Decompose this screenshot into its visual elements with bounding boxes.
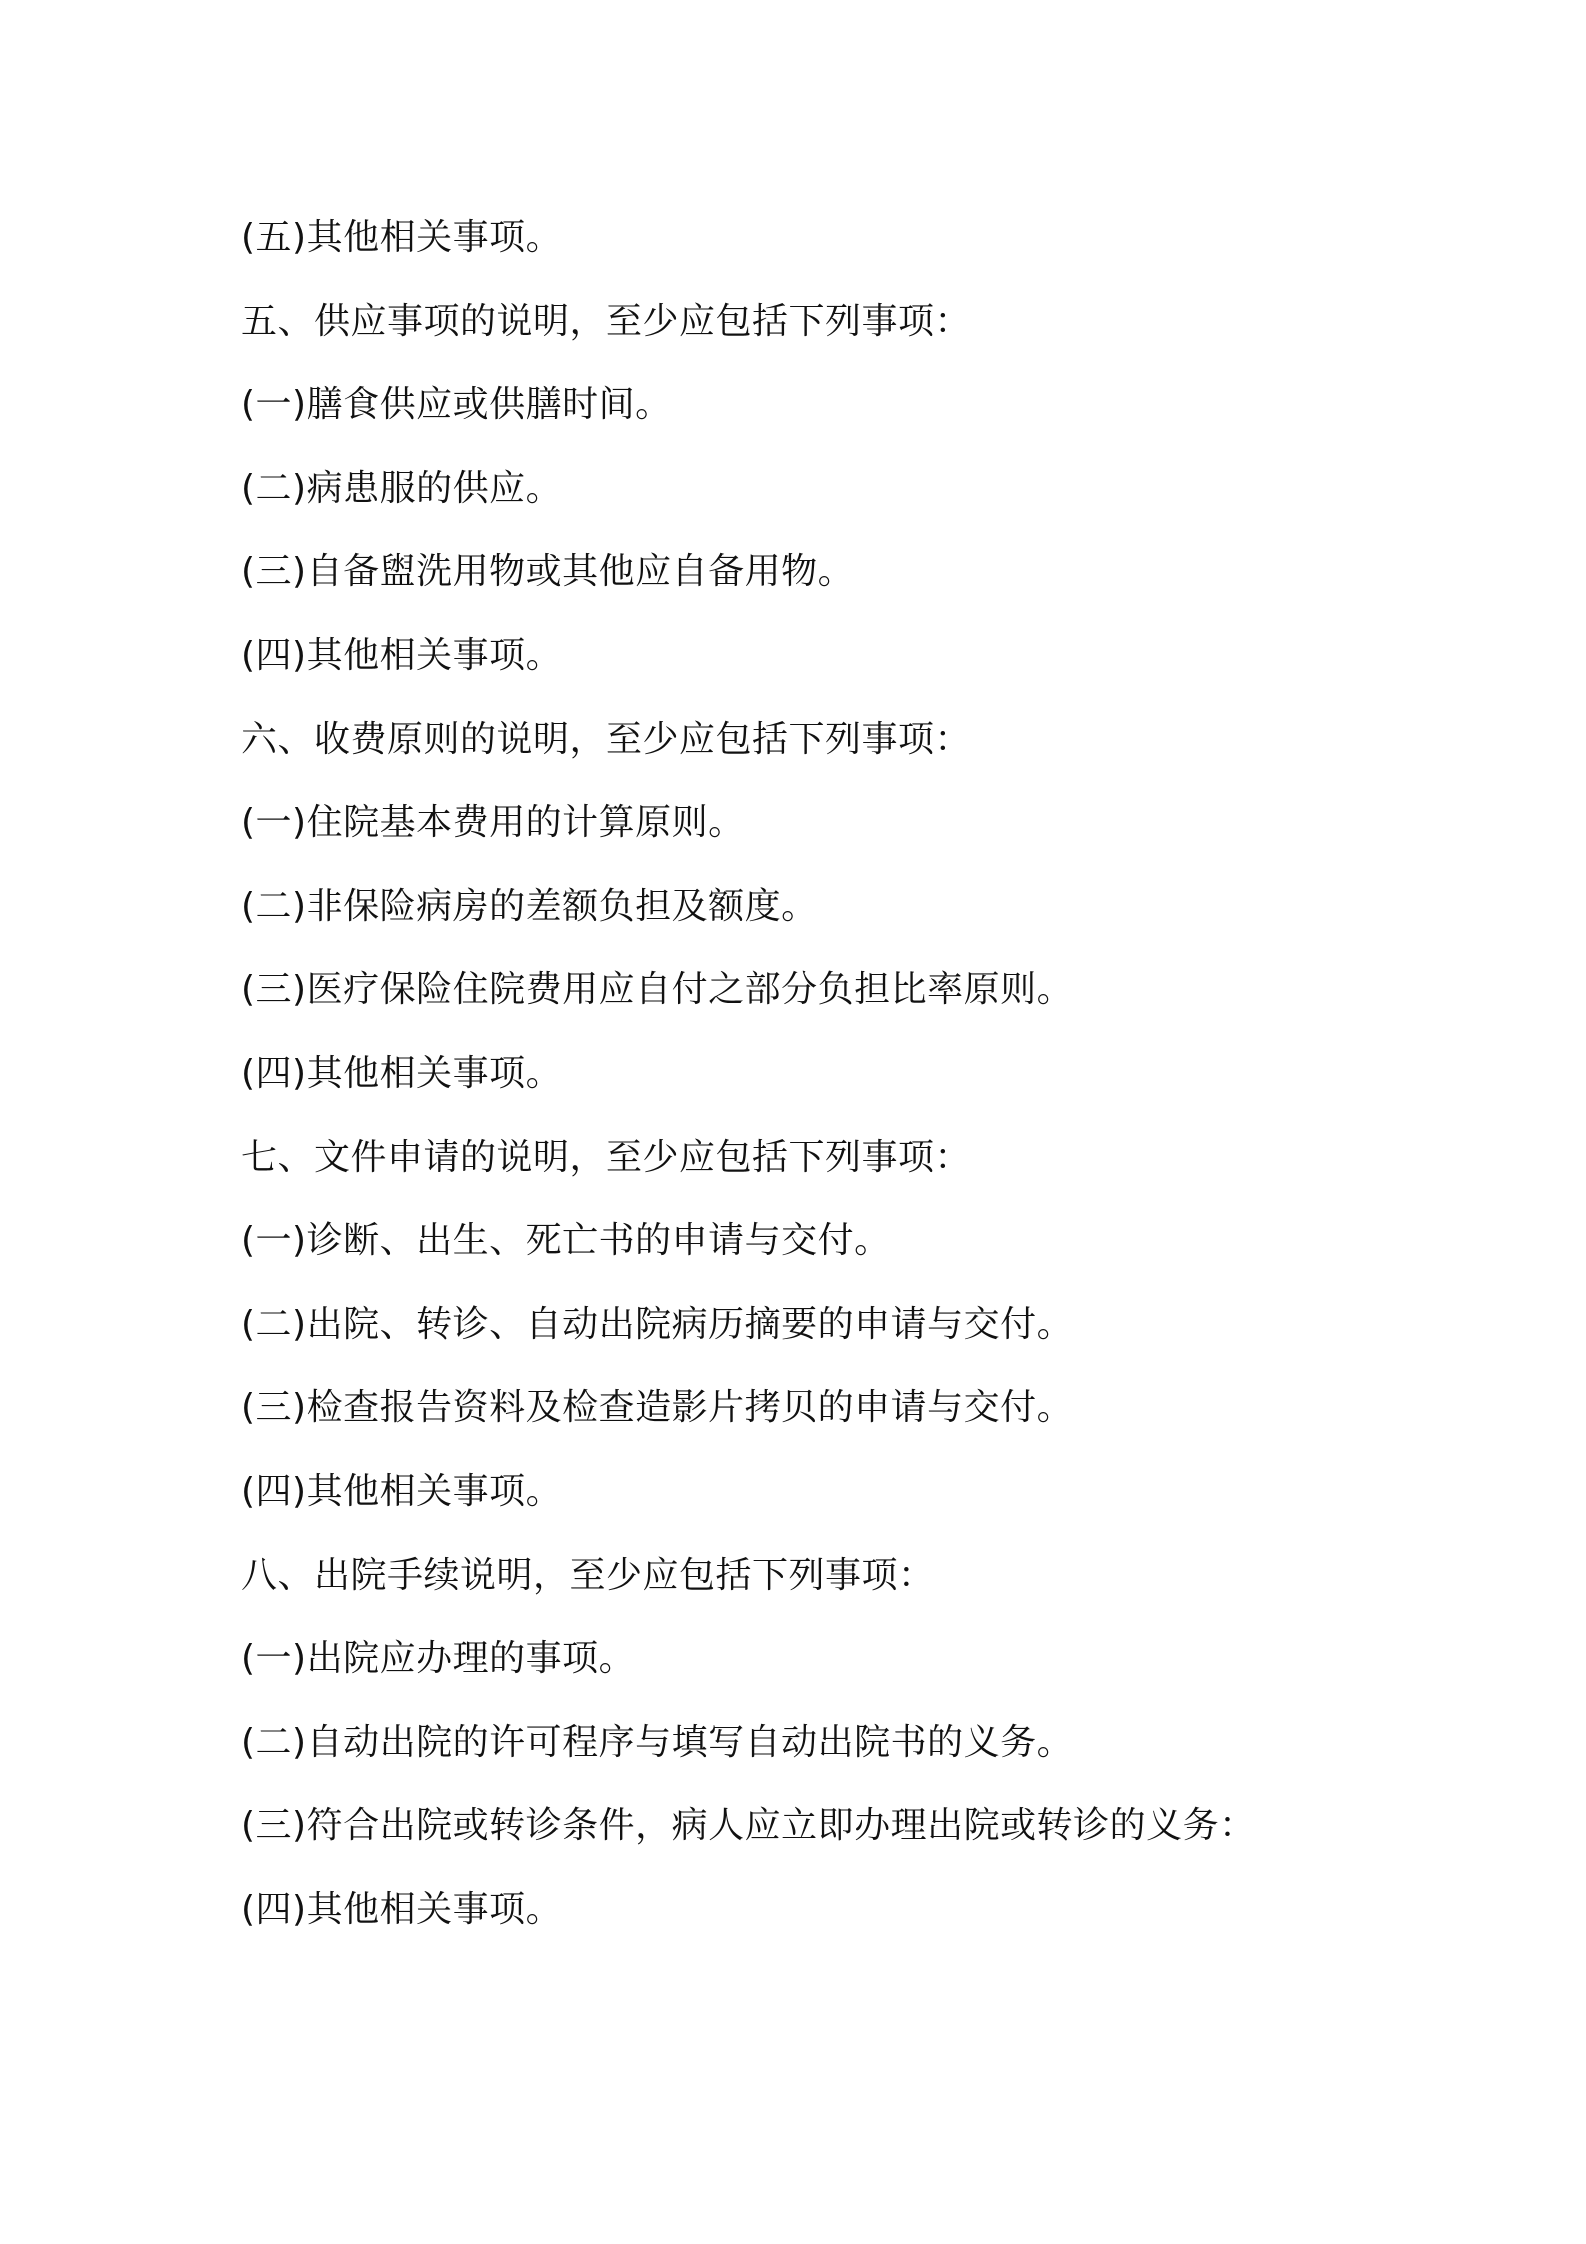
section-heading-discharge: 八、出院手续说明，至少应包括下列事项： (241, 1554, 935, 1596)
list-item-patient-clothing: (二)病患服的供应。 (241, 467, 563, 509)
list-item-copay-ratio: (三)医疗保险住院费用应自付之部分负担比率原则。 (241, 969, 1074, 1011)
list-item-other-documents: (四)其他相关事项。 (241, 1470, 563, 1512)
list-item-toiletries: (三)自备盥洗用物或其他应自备用物。 (241, 551, 855, 593)
list-item-5-other: (五)其他相关事项。 (241, 217, 563, 258)
section-heading-documents: 七、文件申请的说明，至少应包括下列事项： (241, 1136, 972, 1178)
list-item-discharge-matters: (一)出院应办理的事项。 (241, 1638, 636, 1680)
list-item-certificates: (一)诊断、出生、死亡书的申请与交付。 (241, 1220, 891, 1262)
list-item-meal-supply: (一)膳食供应或供膳时间。 (241, 384, 672, 426)
list-item-discharge-obligation: (三)符合出院或转诊条件，病人应立即办理出院或转诊的义务： (241, 1805, 1256, 1847)
list-item-self-discharge: (二)自动出院的许可程序与填写自动出院书的义务。 (241, 1721, 1074, 1763)
list-item-other-discharge: (四)其他相关事项。 (241, 1888, 563, 1930)
list-item-non-insured-ward: (二)非保险病房的差额负担及额度。 (241, 885, 818, 927)
list-item-other-supply: (四)其他相关事项。 (241, 634, 563, 676)
list-item-basic-fees: (一)住院基本费用的计算原则。 (241, 802, 745, 844)
section-heading-supply: 五、供应事项的说明，至少应包括下列事项： (241, 300, 972, 342)
document-body (241, 196, 1391, 1951)
list-item-other-fees: (四)其他相关事项。 (241, 1052, 563, 1094)
section-heading-fees: 六、收费原则的说明，至少应包括下列事项： (241, 718, 972, 760)
list-item-exam-reports: (三)检查报告资料及检查造影片拷贝的申请与交付。 (241, 1387, 1074, 1429)
list-item-discharge-summary: (二)出院、转诊、自动出院病历摘要的申请与交付。 (241, 1303, 1074, 1345)
